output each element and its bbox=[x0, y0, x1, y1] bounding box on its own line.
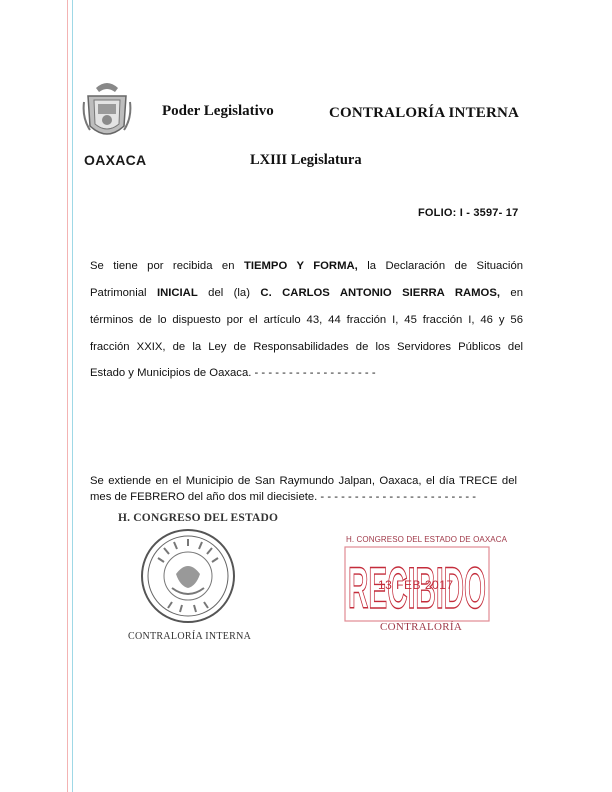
stamp-right-title: H. CONGRESO DEL ESTADO DE OAXACA bbox=[346, 535, 508, 544]
body-line-6: Se extiende en el Municipio de San Raymundo Jalpan, Oaxaca, el día TRECE del bbox=[90, 475, 517, 487]
body-line-3: términos de lo dispuesto por el artículo 43, 44 fracción I, 45 fracción I, 46 y 56 bbox=[90, 314, 523, 326]
body-line-5: Estado y Municipios de Oaxaca. - - - - - - - - - - - - - - - - - - bbox=[90, 367, 376, 379]
logo-text: OAXACA bbox=[84, 152, 147, 168]
folio-number: FOLIO: I - 3597- 17 bbox=[418, 207, 519, 219]
received-date: 13 FEB 2017 bbox=[378, 578, 454, 592]
recibido-word: RECIBIDO bbox=[348, 556, 486, 621]
header-right-title: CONTRALORÍA INTERNA bbox=[329, 105, 520, 121]
body-line-2: Patrimonial INICIAL del (la) C. CARLOS ANTONIO SIERRA RAMOS, en bbox=[90, 287, 524, 299]
header-subtitle: LXIII Legislatura bbox=[250, 152, 362, 168]
congress-seal-icon bbox=[140, 528, 236, 624]
stamp-right-footer: CONTRALORÍA bbox=[380, 621, 463, 633]
header-left-title: Poder Legislativo bbox=[162, 103, 274, 119]
stamp-left-title: H. CONGRESO DEL ESTADO bbox=[118, 512, 279, 524]
margin-rule-cyan bbox=[72, 0, 73, 792]
oaxaca-crest-icon bbox=[82, 78, 132, 146]
body-line-7: mes de FEBRERO del año dos mil diecisiete. - - - - - - - - - - - - - - - - - - - - - - - bbox=[90, 491, 477, 503]
body-line-1: Se tiene por recibida en TIEMPO Y FORMA, la Declaración de Situación bbox=[90, 260, 524, 272]
body-line-4: fracción XXIX, de la Ley de Responsabilidades de los Servidores Públicos del bbox=[90, 341, 523, 353]
stamp-left-footer: CONTRALORÍA INTERNA bbox=[128, 631, 252, 642]
margin-rule-red bbox=[67, 0, 68, 792]
